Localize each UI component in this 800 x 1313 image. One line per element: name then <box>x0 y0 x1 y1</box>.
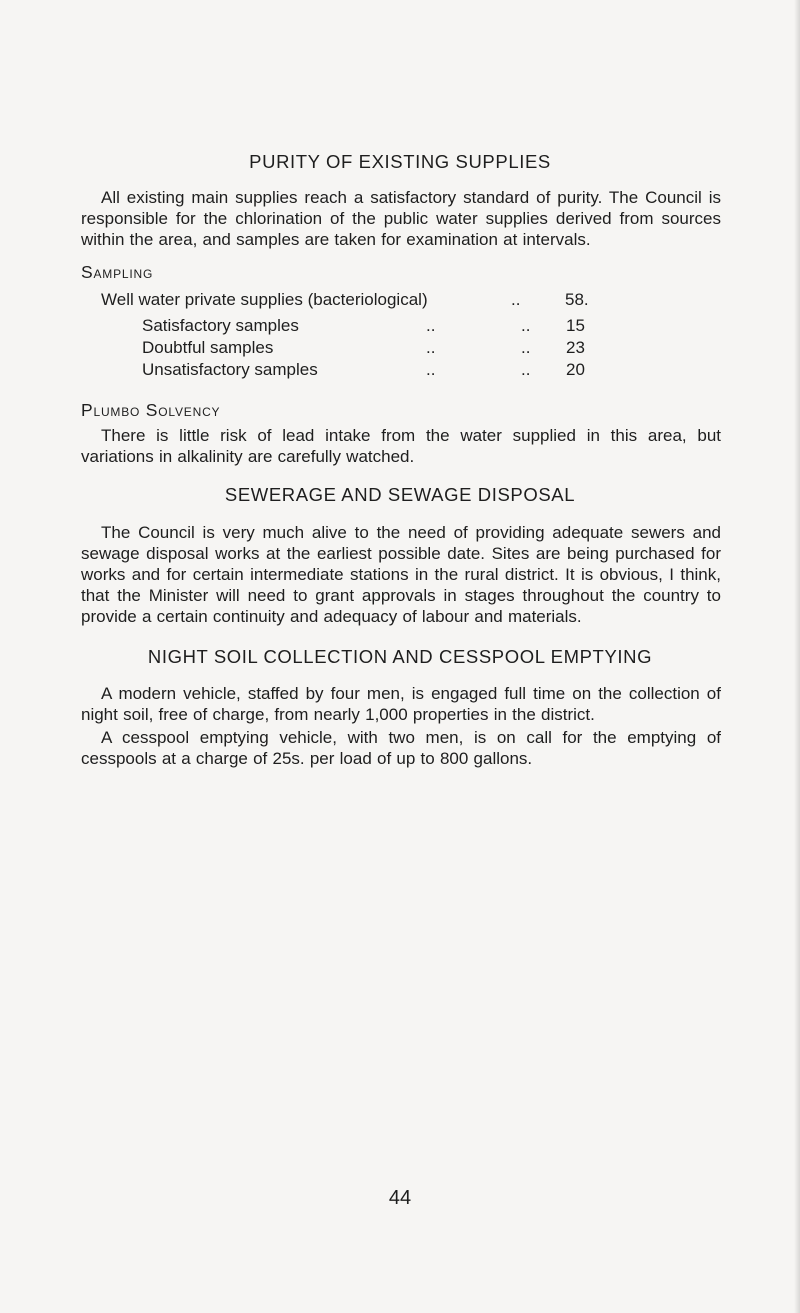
sampling-heading: Sampling <box>81 262 154 282</box>
sewerage-heading: SEWERAGE AND SEWAGE DISPOSAL <box>224 484 576 505</box>
sampling-row-leader: .. <box>426 316 436 335</box>
sampling-row-leader: .. <box>521 316 531 335</box>
page-edge-shadow <box>794 0 800 1313</box>
sampling-row-value: 58. <box>565 290 589 309</box>
sampling-row-leader: .. <box>521 338 531 357</box>
sampling-row-value: 15 <box>566 316 585 335</box>
sampling-row-value: 20 <box>566 360 585 379</box>
sampling-row-label: Well water private supplies (bacteriological) <box>101 290 428 309</box>
sampling-row-label: Doubtful samples <box>142 338 274 357</box>
sampling-row-value: 23 <box>566 338 585 357</box>
night-soil-heading: NIGHT SOIL COLLECTION AND CESSPOOL EMPTYING <box>147 646 653 667</box>
purity-heading: PURITY OF EXISTING SUPPLIES <box>249 151 551 172</box>
page-number: 44 <box>388 1187 412 1209</box>
sampling-row-label: Satisfactory samples <box>142 316 299 335</box>
sampling-row-leader: .. <box>426 338 436 357</box>
night-soil-paragraph-2: A cesspool emptying vehicle, with two men, is on call for the emptying of cesspools at a charge of 25s. per load of up to 800 gallons. <box>81 728 721 768</box>
night-soil-paragraph-1: A modern vehicle, staffed by four men, is engaged full time on the collection of night soil, free of charge, from nearly 1,000 properties in the district. <box>81 684 721 724</box>
sampling-row-leader: .. <box>426 360 436 379</box>
sampling-row-leader: .. <box>521 360 531 379</box>
sampling-row-label: Unsatisfactory samples <box>142 360 318 379</box>
plumbo-paragraph: There is little risk of lead intake from the water supplied in this area, but variations in alkalinity are carefully watched. <box>81 426 721 466</box>
plumbo-heading: Plumbo Solvency <box>81 400 221 420</box>
sewerage-paragraph: The Council is very much alive to the need of providing adequate sewers and sewage disposal works at the earliest possible date. Sites are being purchased for works and for certain intermediate stations in the rural district. It is obvious, I think, that the Minister will need to grant approvals in stages throughout the country to provide a certain continuity and adequacy of labour and materials. <box>81 523 721 626</box>
sampling-row-leader: .. <box>511 290 521 309</box>
purity-paragraph: All existing main supplies reach a satisfactory standard of purity. The Council is responsible for the chlorination of the public water supplies derived from sources within the area, and samples are taken for examination at intervals. <box>81 188 721 249</box>
